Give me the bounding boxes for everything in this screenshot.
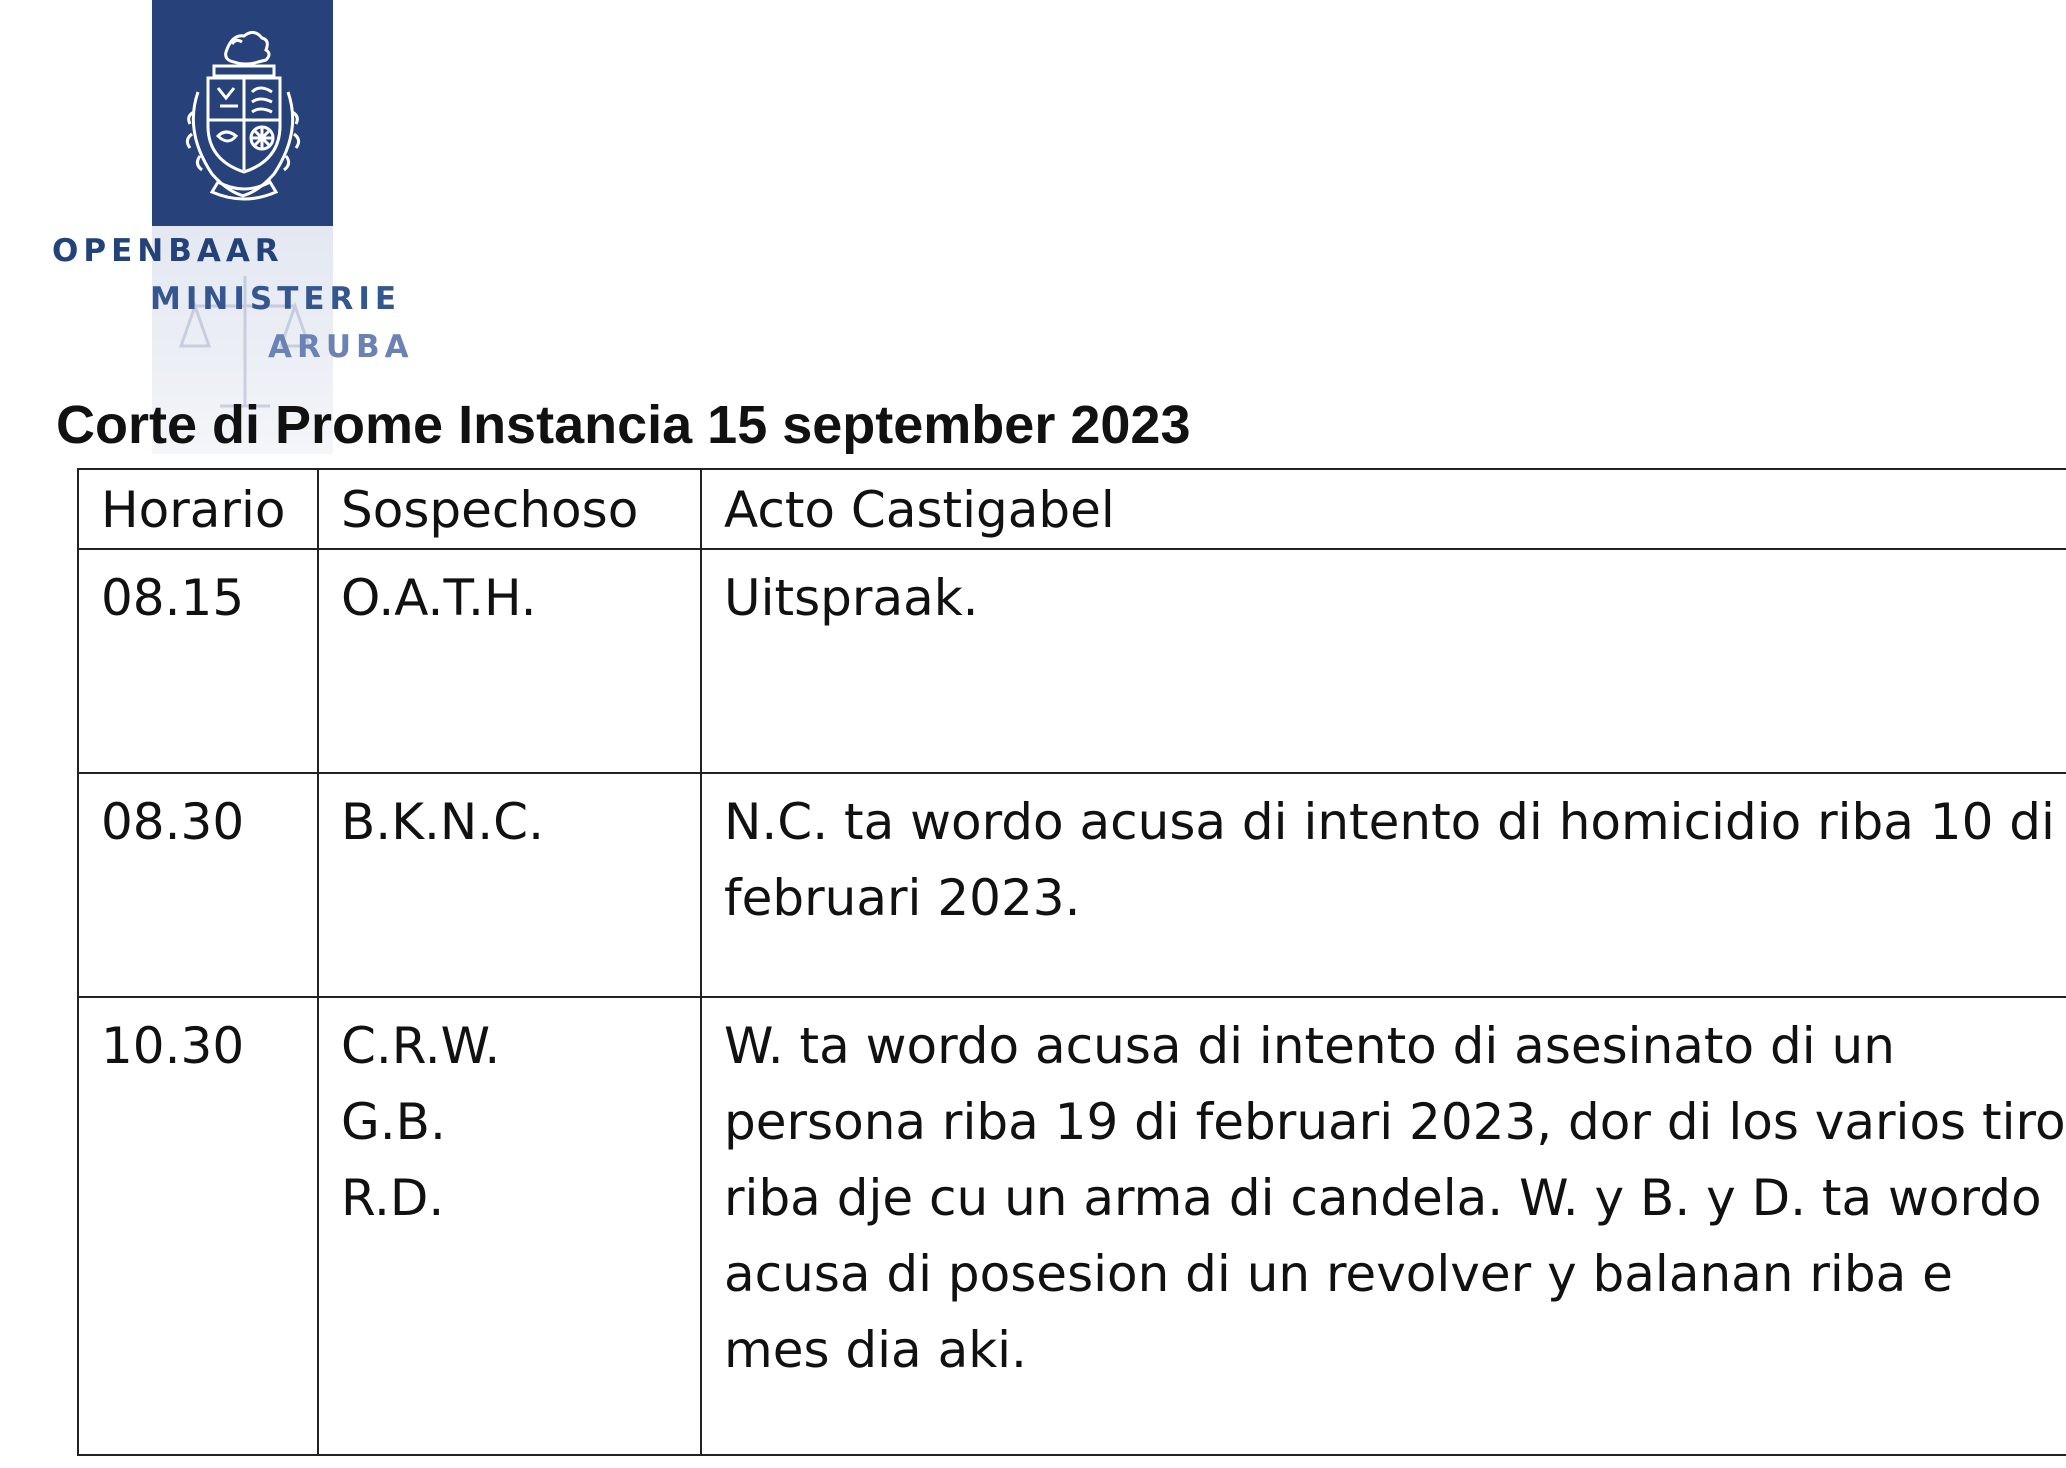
cell-act: W. ta wordo acusa di intento di asesinato di un persona riba 19 di februari 2023, dor di los varios tiro riba dje cu un arma di candela. W. y B. y D. ta wordo acusa di posesion di un revolver y balanan riba e mes dia aki. [701,997,2066,1455]
table-row [78,997,2066,1455]
logo-text-aruba: ARUBA [268,329,414,365]
suspect-name: O.A.T.H. [341,569,537,627]
cell-suspects [318,549,701,773]
table-row [78,549,2066,773]
cell-suspects [318,773,701,997]
logo-text-openbaar: OPENBAAR [52,233,284,269]
page-title: Corte di Prome Instancia 15 september 2023 [56,395,1191,455]
cell-time: 10.30 [78,997,318,1455]
suspect-name: B.K.N.C. [341,793,544,851]
cell-act: Uitspraak. [701,549,2066,773]
table-header-row [78,469,2066,549]
coat-of-arms-icon [168,22,318,207]
cell-act: N.C. ta wordo acusa di intento di homicidio riba 10 di februari 2023. [701,773,2066,997]
header-horario: Horario [78,469,318,549]
header-acto-castigabel: Acto Castigabel [701,469,2066,549]
suspect-name: R.D. [341,1169,445,1227]
cell-time: 08.15 [78,549,318,773]
logo-text-ministerie: MINISTERIE [150,281,402,317]
court-schedule-table [77,468,2066,1456]
cell-time: 08.30 [78,773,318,997]
suspect-name: C.R.W. [341,1017,501,1075]
cell-suspects [318,997,701,1455]
table-row [78,773,2066,997]
suspect-name: G.B. [341,1093,446,1151]
header-sospechoso: Sospechoso [318,469,701,549]
